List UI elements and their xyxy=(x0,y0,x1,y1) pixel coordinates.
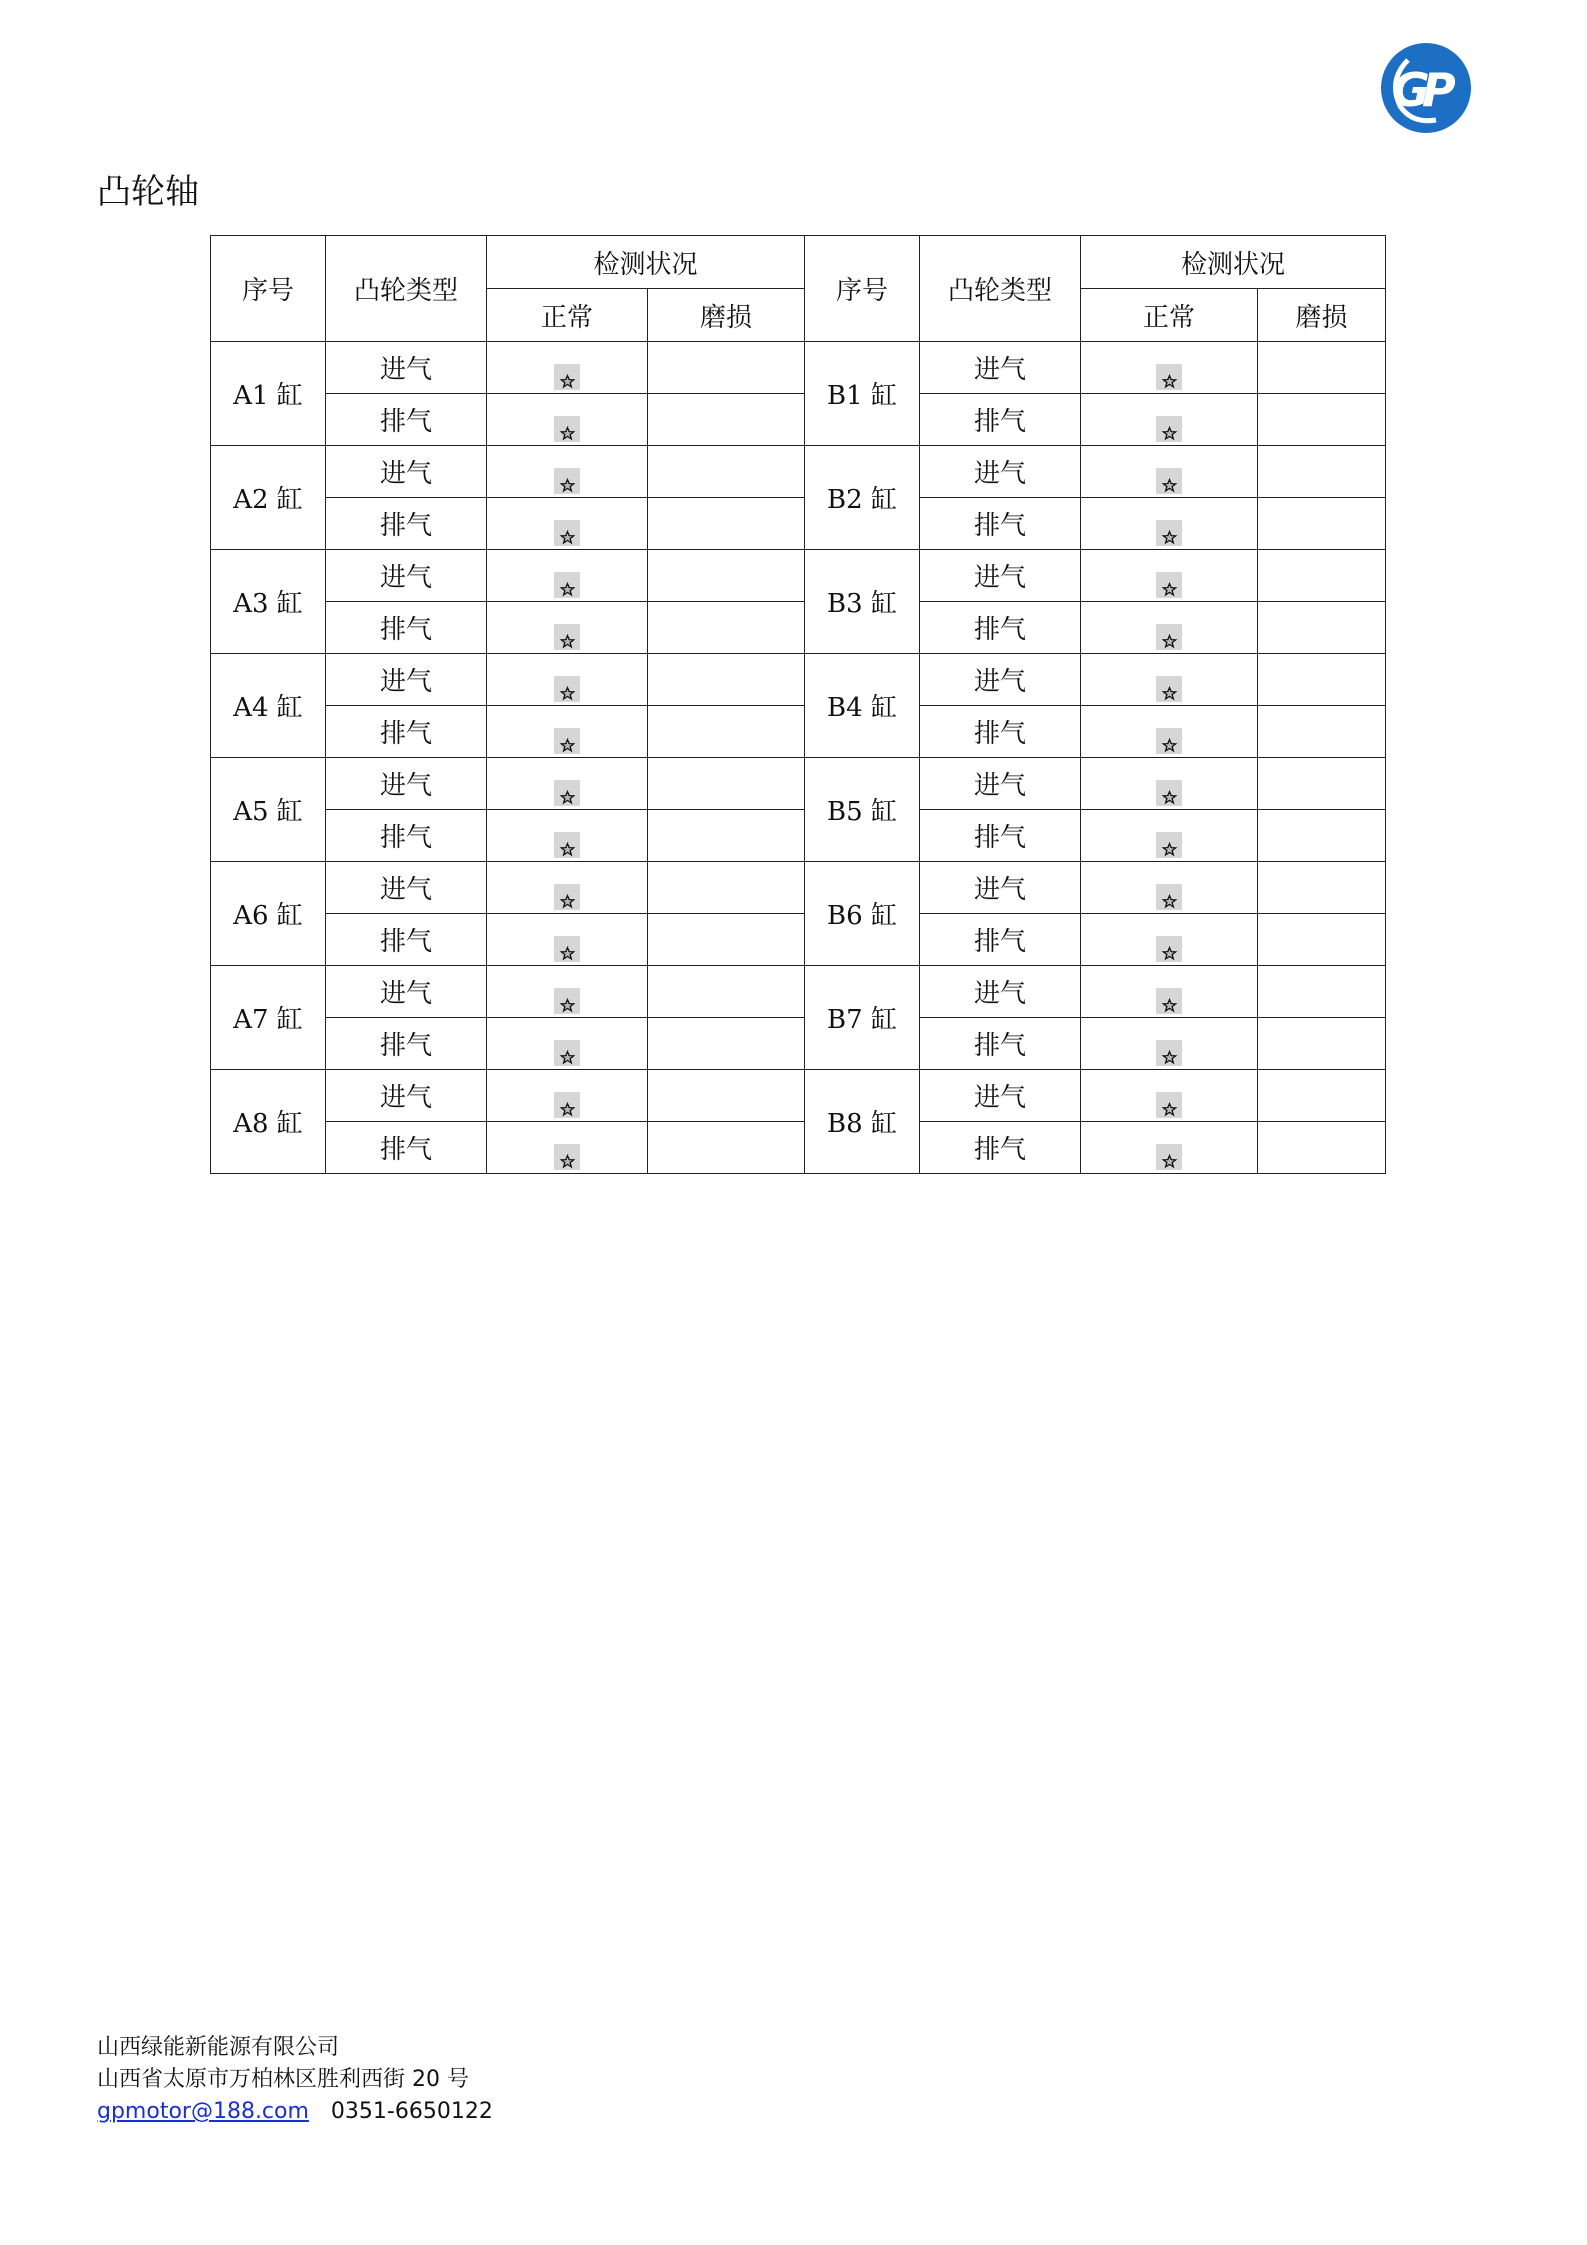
footer-phone: 0351-6650122 xyxy=(330,2099,493,2124)
star-checkbox-icon[interactable] xyxy=(554,364,580,390)
cylinder-label-a: A8 缸 xyxy=(211,1070,326,1174)
normal-exhaust-b-cell[interactable] xyxy=(1081,1122,1258,1174)
table-row xyxy=(211,914,1386,966)
cam-type-intake-b: 进气 xyxy=(920,758,1081,810)
cam-type-intake-a: 进气 xyxy=(326,654,487,706)
normal-exhaust-a-cell[interactable] xyxy=(487,706,648,758)
star-checkbox-icon[interactable] xyxy=(554,728,580,754)
cylinder-label-a: A5 缸 xyxy=(211,758,326,862)
cam-type-intake-b: 进气 xyxy=(920,550,1081,602)
wear-exhaust-b-cell[interactable] xyxy=(1258,1122,1386,1174)
normal-intake-b-cell[interactable] xyxy=(1081,758,1258,810)
star-checkbox-icon[interactable] xyxy=(554,676,580,702)
star-checkbox-icon[interactable] xyxy=(1156,1092,1182,1118)
wear-exhaust-a-cell[interactable] xyxy=(648,602,805,654)
star-checkbox-icon[interactable] xyxy=(554,832,580,858)
wear-exhaust-a-cell[interactable] xyxy=(648,914,805,966)
table-row xyxy=(211,394,1386,446)
star-checkbox-icon[interactable] xyxy=(1156,884,1182,910)
cam-type-intake-b: 进气 xyxy=(920,342,1081,394)
cylinder-label-a: A6 缸 xyxy=(211,862,326,966)
cam-type-intake-a: 进气 xyxy=(326,1070,487,1122)
header-wear-a: 磨损 xyxy=(648,289,805,342)
cam-type-exhaust-a: 排气 xyxy=(326,1122,487,1174)
cam-type-intake-b: 进气 xyxy=(920,862,1081,914)
wear-exhaust-b-cell[interactable] xyxy=(1258,394,1386,446)
wear-exhaust-a-cell[interactable] xyxy=(648,706,805,758)
cylinder-label-a: A1 缸 xyxy=(211,342,326,446)
cylinder-label-b: B5 缸 xyxy=(805,758,920,862)
table-row xyxy=(211,758,1386,810)
normal-intake-b-cell[interactable] xyxy=(1081,446,1258,498)
star-checkbox-icon[interactable] xyxy=(1156,728,1182,754)
cam-type-exhaust-a: 排气 xyxy=(326,810,487,862)
normal-intake-a-cell[interactable] xyxy=(487,342,648,394)
table-row xyxy=(211,446,1386,498)
cylinder-label-a: A2 缸 xyxy=(211,446,326,550)
normal-intake-a-cell[interactable] xyxy=(487,550,648,602)
cylinder-label-b: B1 缸 xyxy=(805,342,920,446)
normal-intake-a-cell[interactable] xyxy=(487,1070,648,1122)
cam-type-intake-b: 进气 xyxy=(920,654,1081,706)
star-checkbox-icon[interactable] xyxy=(1156,936,1182,962)
cylinder-label-b: B8 缸 xyxy=(805,1070,920,1174)
section-title: 凸轮轴 xyxy=(97,172,199,212)
cylinder-label-b: B2 缸 xyxy=(805,446,920,550)
cylinder-label-b: B7 缸 xyxy=(805,966,920,1070)
normal-exhaust-a-cell[interactable] xyxy=(487,1018,648,1070)
wear-exhaust-b-cell[interactable] xyxy=(1258,914,1386,966)
wear-intake-a-cell[interactable] xyxy=(648,342,805,394)
wear-intake-a-cell[interactable] xyxy=(648,550,805,602)
wear-exhaust-b-cell[interactable] xyxy=(1258,1018,1386,1070)
normal-intake-b-cell[interactable] xyxy=(1081,654,1258,706)
header-seq-a: 序号 xyxy=(211,236,326,342)
header-wear-b: 磨损 xyxy=(1258,289,1386,342)
footer-address: 山西省太原市万柏林区胜利西街 20 号 xyxy=(97,2067,469,2092)
normal-exhaust-b-cell[interactable] xyxy=(1081,1018,1258,1070)
normal-exhaust-b-cell[interactable] xyxy=(1081,602,1258,654)
cam-type-exhaust-a: 排气 xyxy=(326,498,487,550)
wear-intake-a-cell[interactable] xyxy=(648,862,805,914)
wear-intake-a-cell[interactable] xyxy=(648,1070,805,1122)
footer-contact xyxy=(97,2096,493,2128)
star-checkbox-icon[interactable] xyxy=(1156,572,1182,598)
star-checkbox-icon[interactable] xyxy=(554,416,580,442)
normal-intake-a-cell[interactable] xyxy=(487,758,648,810)
table-row xyxy=(211,862,1386,914)
star-checkbox-icon[interactable] xyxy=(554,1092,580,1118)
star-checkbox-icon[interactable] xyxy=(554,988,580,1014)
table-row xyxy=(211,966,1386,1018)
camshaft-inspection-table xyxy=(210,235,1386,1174)
cam-type-exhaust-b: 排气 xyxy=(920,810,1081,862)
star-checkbox-icon[interactable] xyxy=(1156,468,1182,494)
company-logo xyxy=(1378,40,1474,136)
cam-type-intake-b: 进气 xyxy=(920,446,1081,498)
star-checkbox-icon[interactable] xyxy=(1156,1040,1182,1066)
wear-exhaust-a-cell[interactable] xyxy=(648,394,805,446)
cam-type-intake-a: 进气 xyxy=(326,342,487,394)
wear-intake-b-cell[interactable] xyxy=(1258,654,1386,706)
normal-intake-b-cell[interactable] xyxy=(1081,862,1258,914)
star-checkbox-icon[interactable] xyxy=(554,1040,580,1066)
wear-exhaust-a-cell[interactable] xyxy=(648,498,805,550)
header-normal-b: 正常 xyxy=(1081,289,1258,342)
wear-intake-a-cell[interactable] xyxy=(648,654,805,706)
normal-exhaust-b-cell[interactable] xyxy=(1081,498,1258,550)
normal-exhaust-b-cell[interactable] xyxy=(1081,810,1258,862)
cam-type-exhaust-b: 排气 xyxy=(920,1018,1081,1070)
star-checkbox-icon[interactable] xyxy=(554,520,580,546)
table-row xyxy=(211,342,1386,394)
table-row xyxy=(211,498,1386,550)
cam-type-intake-a: 进气 xyxy=(326,862,487,914)
star-checkbox-icon[interactable] xyxy=(554,572,580,598)
footer-email-link[interactable]: gpmotor@188.com xyxy=(97,2099,309,2124)
table-row xyxy=(211,550,1386,602)
cam-type-intake-b: 进气 xyxy=(920,966,1081,1018)
wear-intake-b-cell[interactable] xyxy=(1258,550,1386,602)
header-normal-a: 正常 xyxy=(487,289,648,342)
header-cam-type-b: 凸轮类型 xyxy=(920,236,1081,342)
star-checkbox-icon[interactable] xyxy=(1156,624,1182,650)
star-checkbox-icon[interactable] xyxy=(1156,780,1182,806)
wear-intake-b-cell[interactable] xyxy=(1258,758,1386,810)
wear-exhaust-a-cell[interactable] xyxy=(648,1122,805,1174)
cam-type-exhaust-b: 排气 xyxy=(920,602,1081,654)
normal-exhaust-a-cell[interactable] xyxy=(487,914,648,966)
table-row xyxy=(211,810,1386,862)
normal-intake-a-cell[interactable] xyxy=(487,654,648,706)
cam-type-intake-b: 进气 xyxy=(920,1070,1081,1122)
cam-type-exhaust-b: 排气 xyxy=(920,1122,1081,1174)
wear-intake-b-cell[interactable] xyxy=(1258,862,1386,914)
cam-type-exhaust-a: 排气 xyxy=(326,914,487,966)
normal-exhaust-a-cell[interactable] xyxy=(487,602,648,654)
normal-exhaust-b-cell[interactable] xyxy=(1081,914,1258,966)
wear-intake-b-cell[interactable] xyxy=(1258,1070,1386,1122)
normal-intake-a-cell[interactable] xyxy=(487,966,648,1018)
wear-intake-a-cell[interactable] xyxy=(648,966,805,1018)
wear-intake-a-cell[interactable] xyxy=(648,446,805,498)
normal-exhaust-a-cell[interactable] xyxy=(487,498,648,550)
table-row xyxy=(211,1018,1386,1070)
table-row xyxy=(211,602,1386,654)
cam-type-exhaust-a: 排气 xyxy=(326,706,487,758)
wear-exhaust-b-cell[interactable] xyxy=(1258,498,1386,550)
star-checkbox-icon[interactable] xyxy=(554,780,580,806)
cam-type-exhaust-b: 排气 xyxy=(920,706,1081,758)
wear-intake-b-cell[interactable] xyxy=(1258,342,1386,394)
star-checkbox-icon[interactable] xyxy=(554,1144,580,1170)
wear-exhaust-b-cell[interactable] xyxy=(1258,706,1386,758)
header-cam-type-a: 凸轮类型 xyxy=(326,236,487,342)
table-body xyxy=(211,342,1386,1174)
wear-exhaust-a-cell[interactable] xyxy=(648,1018,805,1070)
cylinder-label-a: A4 缸 xyxy=(211,654,326,758)
star-checkbox-icon[interactable] xyxy=(1156,364,1182,390)
table-row xyxy=(211,1070,1386,1122)
cam-type-intake-a: 进气 xyxy=(326,446,487,498)
wear-exhaust-b-cell[interactable] xyxy=(1258,602,1386,654)
wear-intake-a-cell[interactable] xyxy=(648,758,805,810)
normal-exhaust-a-cell[interactable] xyxy=(487,394,648,446)
cam-type-intake-a: 进气 xyxy=(326,758,487,810)
star-checkbox-icon[interactable] xyxy=(554,624,580,650)
cam-type-exhaust-a: 排气 xyxy=(326,1018,487,1070)
svg-text:G: G xyxy=(1392,63,1430,117)
normal-intake-b-cell[interactable] xyxy=(1081,550,1258,602)
normal-exhaust-a-cell[interactable] xyxy=(487,810,648,862)
table-row xyxy=(211,654,1386,706)
cam-type-exhaust-a: 排气 xyxy=(326,602,487,654)
svg-text:P: P xyxy=(1422,63,1456,117)
normal-exhaust-a-cell[interactable] xyxy=(487,1122,648,1174)
normal-exhaust-b-cell[interactable] xyxy=(1081,706,1258,758)
cylinder-label-b: B3 缸 xyxy=(805,550,920,654)
cam-type-exhaust-b: 排气 xyxy=(920,394,1081,446)
header-status-a: 检测状况 xyxy=(487,236,805,289)
cam-type-exhaust-a: 排气 xyxy=(326,394,487,446)
footer-company: 山西绿能新能源有限公司 xyxy=(97,2035,340,2060)
footer xyxy=(97,2032,493,2128)
wear-intake-b-cell[interactable] xyxy=(1258,446,1386,498)
header-seq-b: 序号 xyxy=(805,236,920,342)
normal-exhaust-b-cell[interactable] xyxy=(1081,394,1258,446)
normal-intake-b-cell[interactable] xyxy=(1081,1070,1258,1122)
cylinder-label-a: A7 缸 xyxy=(211,966,326,1070)
cylinder-label-b: B6 缸 xyxy=(805,862,920,966)
wear-exhaust-a-cell[interactable] xyxy=(648,810,805,862)
cylinder-label-a: A3 缸 xyxy=(211,550,326,654)
cam-type-intake-a: 进气 xyxy=(326,966,487,1018)
star-checkbox-icon[interactable] xyxy=(1156,416,1182,442)
normal-intake-a-cell[interactable] xyxy=(487,446,648,498)
star-checkbox-icon[interactable] xyxy=(1156,520,1182,546)
star-checkbox-icon[interactable] xyxy=(554,884,580,910)
cylinder-label-b: B4 缸 xyxy=(805,654,920,758)
normal-intake-b-cell[interactable] xyxy=(1081,342,1258,394)
normal-intake-b-cell[interactable] xyxy=(1081,966,1258,1018)
wear-exhaust-b-cell[interactable] xyxy=(1258,810,1386,862)
star-checkbox-icon[interactable] xyxy=(1156,1144,1182,1170)
star-checkbox-icon[interactable] xyxy=(1156,988,1182,1014)
star-checkbox-icon[interactable] xyxy=(1156,832,1182,858)
star-checkbox-icon[interactable] xyxy=(1156,676,1182,702)
star-checkbox-icon[interactable] xyxy=(554,468,580,494)
table-row xyxy=(211,1122,1386,1174)
star-checkbox-icon[interactable] xyxy=(554,936,580,962)
normal-intake-a-cell[interactable] xyxy=(487,862,648,914)
cam-type-exhaust-b: 排气 xyxy=(920,914,1081,966)
cam-type-exhaust-b: 排气 xyxy=(920,498,1081,550)
header-status-b: 检测状况 xyxy=(1081,236,1386,289)
cam-type-intake-a: 进气 xyxy=(326,550,487,602)
table-row xyxy=(211,706,1386,758)
wear-intake-b-cell[interactable] xyxy=(1258,966,1386,1018)
